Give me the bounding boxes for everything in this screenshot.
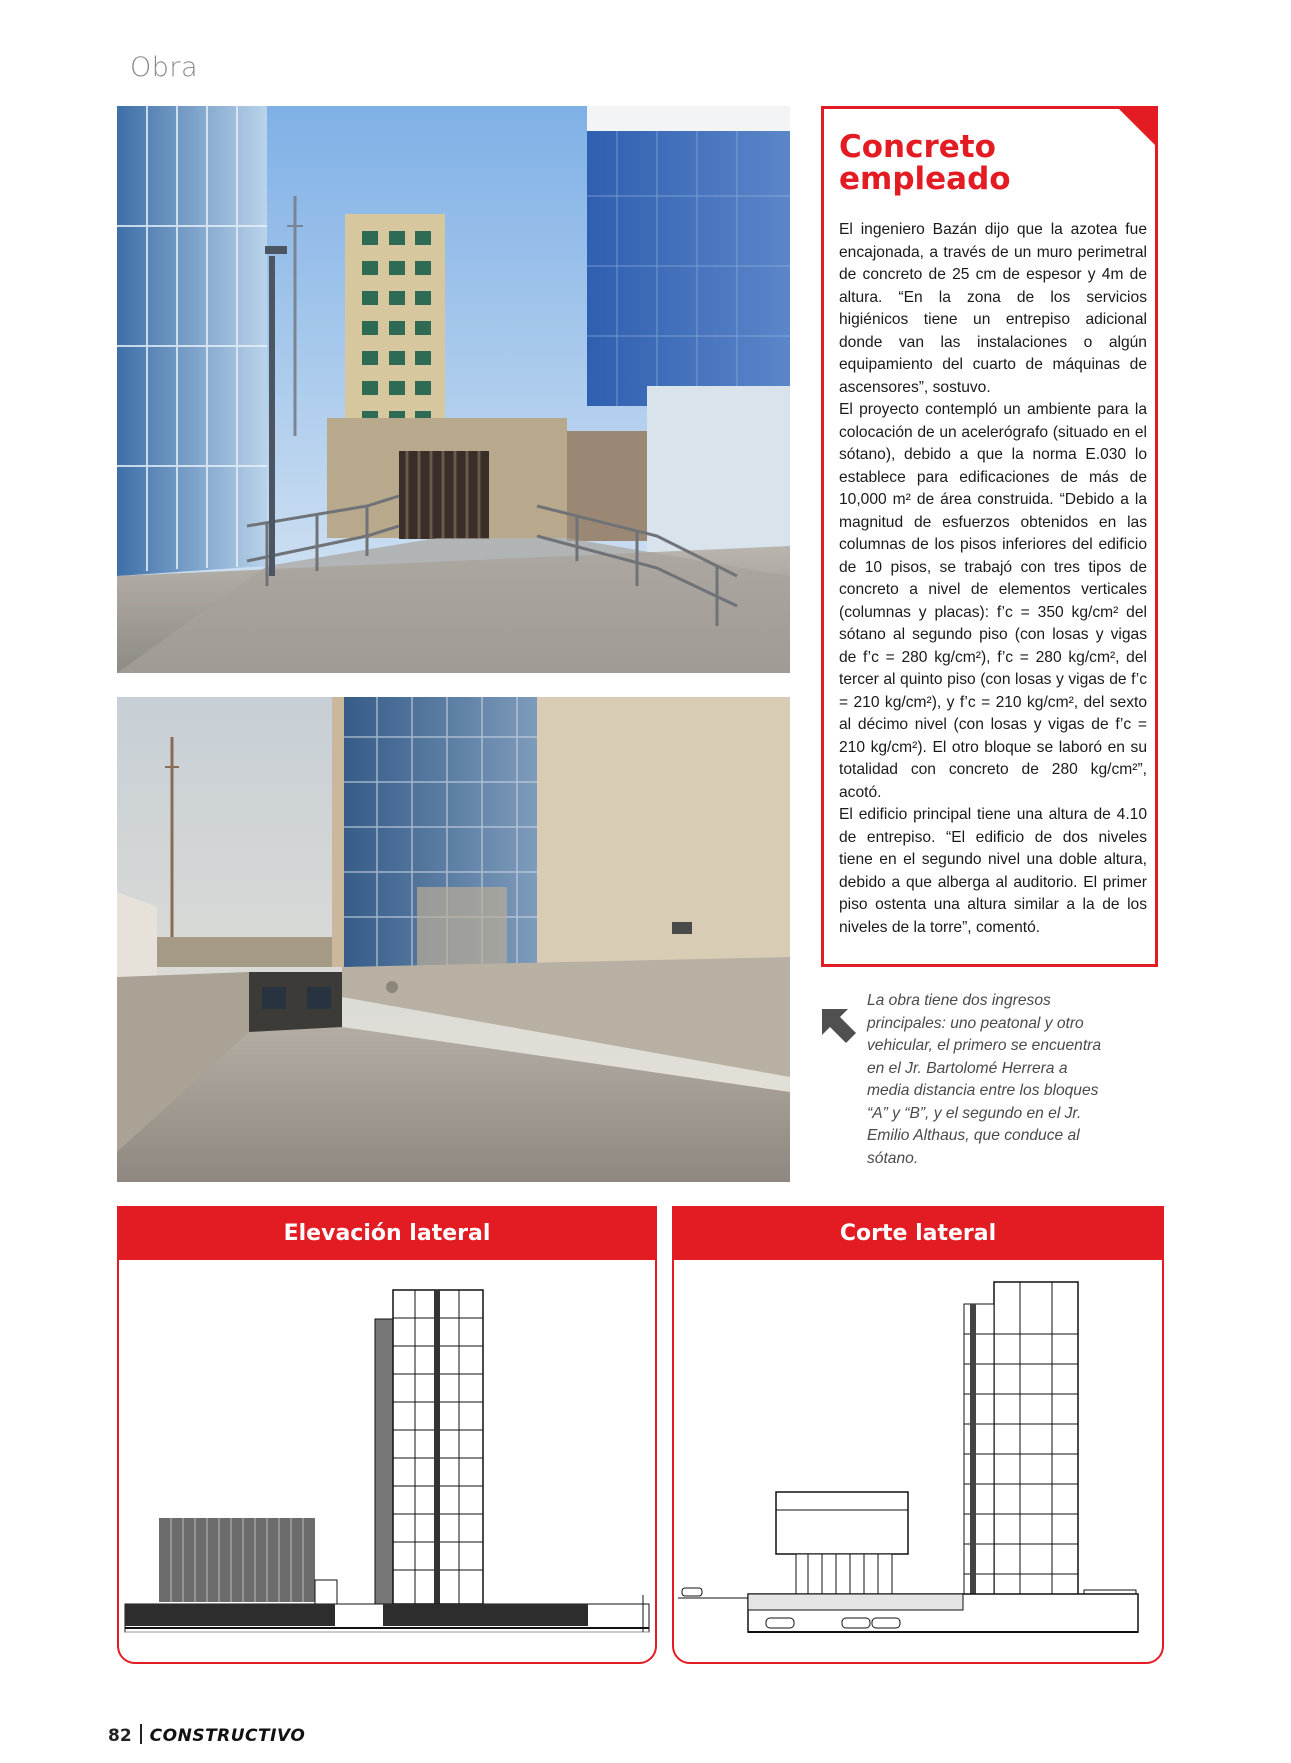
photo-caption: La obra tiene dos ingresos principales: uno peatonal y otro vehicular, el primero se encuentra en el Jr. Bartolomé Herrera a media distancia entre los bloques “A” y “B”, y el segundo en el Jr. Emilio Althaus, que conduce al sótano.	[867, 992, 1102, 1167]
section-label: Obra	[130, 52, 199, 83]
page-footer	[108, 1724, 305, 1746]
elevation-title: Elevación lateral	[119, 1208, 655, 1260]
box-paragraph: El ingeniero Bazán dijo que la azotea fue encajonada, a través de un muro perimetral de concreto de 25 cm de espesor y 4m de altura. “En la zona de los servicios higiénicos tiene un entrepiso adicional donde van las instalaciones o algún equipamiento del cuarto de máquinas de ascensores”, sostuvo.	[839, 221, 1147, 396]
box-title	[839, 131, 1011, 195]
box-title-line1: Concreto	[839, 129, 996, 165]
arrow-up-left-icon	[818, 1005, 858, 1045]
box-paragraph: El proyecto contempló un ambiente para la colocación de un acelerógrafo (situado en el sótano), debido a que la norma E.030 lo establece para edificaciones de más de 10,000 m² de área construida. “Debido a la magnitud de esfuerzos obtenidos en las columnas de los pisos inferiores del edificio de 10 pisos, se trabajó con tres tipos de concreto a nivel de elementos verticales (columnas y placas): f’c = 350 kg/cm² del sótano al segundo piso (con losas y vigas de f’c = 280 kg/cm²), f’c = 280 kg/cm², del tercer al quinto piso (con losas y vigas de f’c = 210 kg/cm²), y f’c = 210 kg/cm², del sexto al décimo nivel (con losas y vigas de f’c = 210 kg/cm²). El otro bloque se laboró en su totalidad con concreto de 280 kg/cm²”, acotó.	[839, 401, 1147, 801]
section-panel	[672, 1206, 1164, 1664]
elevation-drawing	[119, 1260, 655, 1662]
footer-divider	[140, 1724, 142, 1744]
section-title: Corte lateral	[674, 1208, 1162, 1260]
elevation-panel	[117, 1206, 657, 1664]
section-drawing	[674, 1260, 1162, 1662]
box-corner-marker	[1116, 106, 1158, 148]
box-paragraph: El edificio principal tiene una altura de 4.10 de entrepiso. “El edificio de dos niveles tiene en el segundo nivel una doble altura, debido a que alberga al auditorio. El primer piso ostenta una altura similar a la de los niveles de la torre”, comentó.	[839, 806, 1147, 936]
page-number: 82	[108, 1726, 132, 1746]
box-body	[839, 219, 1147, 939]
magazine-brand: CONSTRUCTIVO	[149, 1726, 306, 1746]
photo-vehicular-ramp	[117, 697, 790, 1182]
box-title-line2: empleado	[839, 161, 1011, 197]
concrete-info-box	[821, 106, 1158, 967]
photo-entrance-plaza	[117, 106, 790, 673]
